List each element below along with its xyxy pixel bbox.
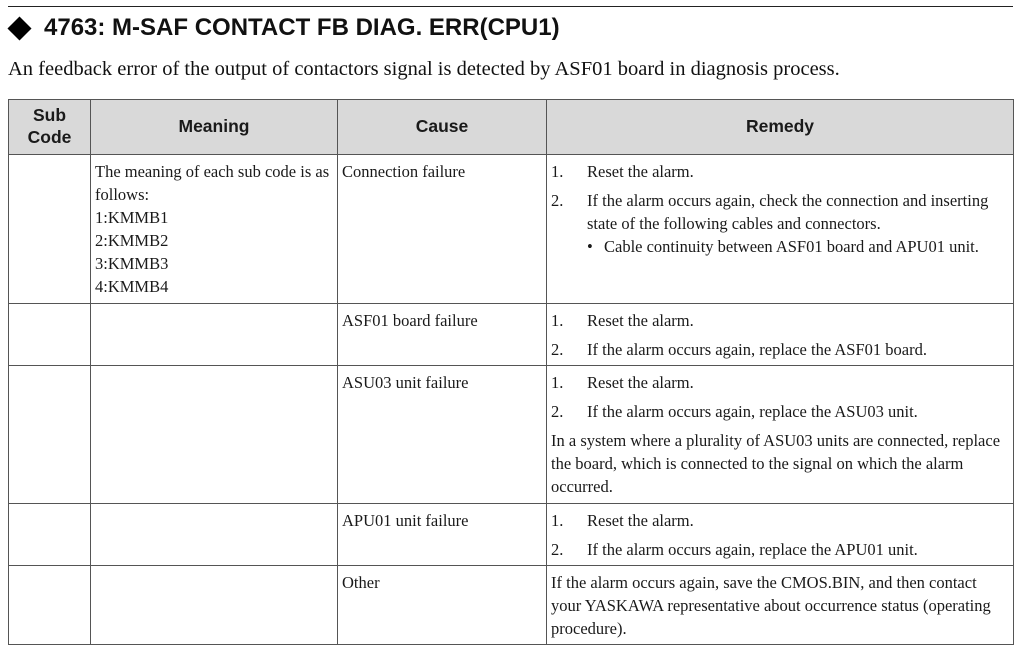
table-row: [9, 366, 1014, 504]
header-remedy: Remedy: [547, 100, 1014, 155]
remedy-note: In a system where a plurality of ASU03 units are connected, replace the board, which is connected to the signal on which the alarm occurred.: [551, 431, 1001, 496]
top-rule: [8, 6, 1013, 7]
remedy-step: 2. If the alarm occurs again, check the connection and inserting state of the following cables and connectors.: [551, 191, 989, 233]
table-row: [9, 304, 1014, 366]
alarm-description: An feedback error of the output of contactors signal is detected by ASF01 board in diagnosis process.: [8, 58, 840, 80]
sub-code-cell: [9, 366, 91, 504]
remedy-step: 1. Reset the alarm.: [551, 311, 694, 330]
header-meaning: Meaning: [91, 100, 338, 155]
remedy-step: 2. If the alarm occurs again, replace the ASF01 board.: [551, 340, 927, 359]
meaning-cell: [91, 155, 338, 304]
remedy-step: 2. If the alarm occurs again, replace the APU01 unit.: [551, 540, 918, 559]
remedy-step: 1. Reset the alarm.: [551, 511, 694, 530]
table-row: [9, 504, 1014, 566]
remedy-step: 1. Reset the alarm.: [551, 162, 694, 181]
sub-code-item: 2:KMMB2: [95, 231, 169, 250]
meaning-intro: The meaning of each sub code is as follows:: [95, 162, 330, 204]
remedy-cell: [547, 304, 1014, 366]
alarm-table: [8, 99, 1014, 645]
table-row: [9, 155, 1014, 304]
remedy-cell: [547, 366, 1014, 504]
meaning-cell: [91, 566, 338, 645]
sub-code-cell: [9, 304, 91, 366]
cause-cell: APU01 unit failure: [338, 504, 547, 566]
cause-cell: ASF01 board failure: [338, 304, 547, 366]
meaning-cell: [91, 304, 338, 366]
remedy-cell: [547, 566, 1014, 645]
cause-cell: Connection failure: [338, 155, 547, 304]
remedy-step: 1. Reset the alarm.: [551, 373, 694, 392]
alarm-heading: [8, 10, 560, 46]
sub-code-item: 4:KMMB4: [95, 277, 169, 296]
header-sub-code: Sub Code: [9, 100, 91, 155]
alarm-title: 4763: M-SAF CONTACT FB DIAG. ERR(CPU1): [44, 14, 560, 41]
diamond-bullet-icon: [7, 16, 31, 40]
remedy-cell: [547, 504, 1014, 566]
remedy-cell: [547, 155, 1014, 304]
meaning-cell: [91, 366, 338, 504]
remedy-step: 2. If the alarm occurs again, replace the ASU03 unit.: [551, 402, 918, 421]
sub-code-item: 1:KMMB1: [95, 208, 169, 227]
bullet-dot-icon: •: [587, 237, 593, 256]
header-cause: Cause: [338, 100, 547, 155]
table-row: [9, 566, 1014, 645]
sub-code-cell: [9, 155, 91, 304]
remedy-bullet: • Cable continuity between ASF01 board and APU01 unit.: [587, 237, 979, 256]
meaning-cell: [91, 504, 338, 566]
sub-code-item: 3:KMMB3: [95, 254, 169, 273]
remedy-note: If the alarm occurs again, save the CMOS.BIN, and then contact your YASKAWA representative about occurrence status (operating procedure).: [551, 573, 991, 638]
cause-cell: Other: [338, 566, 547, 645]
sub-code-cell: [9, 504, 91, 566]
table-header-row: [9, 100, 1014, 155]
sub-code-cell: [9, 566, 91, 645]
cause-cell: ASU03 unit failure: [338, 366, 547, 504]
